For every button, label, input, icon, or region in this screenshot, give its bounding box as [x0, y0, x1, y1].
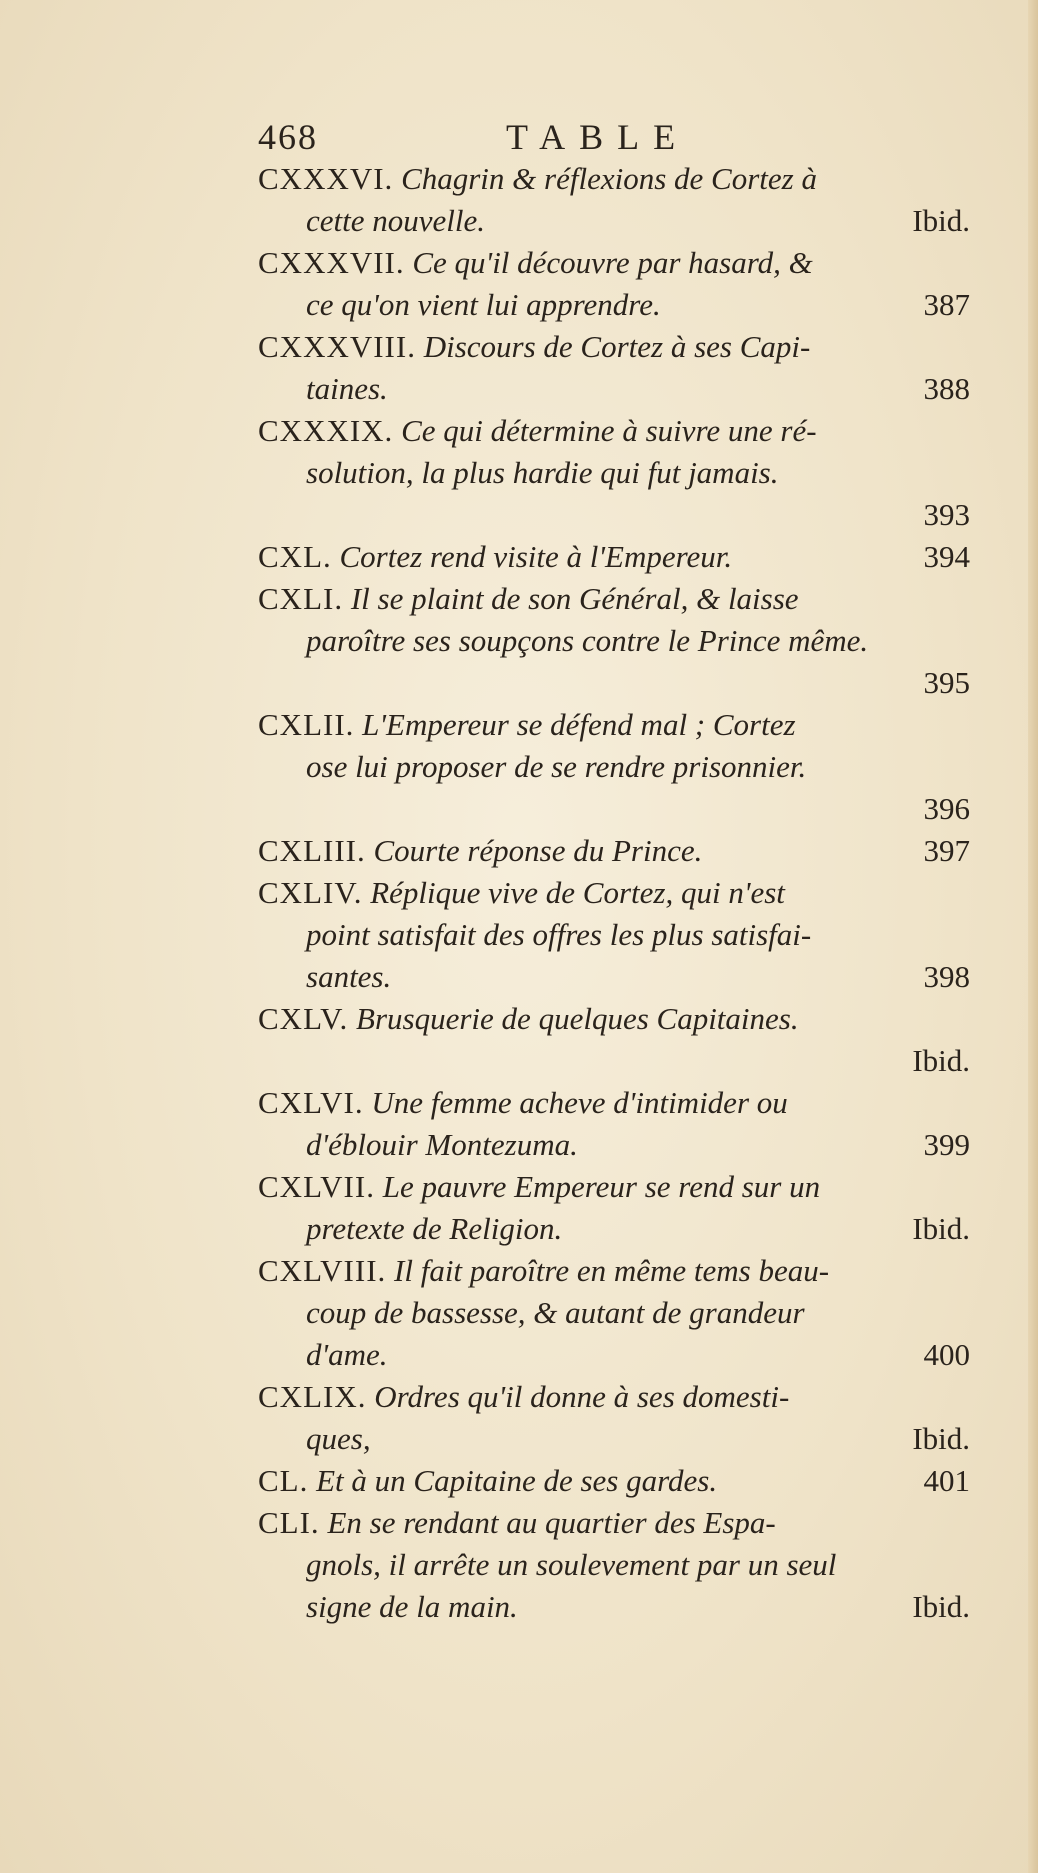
entry-title-text: ques,: [306, 1421, 371, 1456]
entry-title-text: Le pauvre Empereur se rend sur un: [382, 1169, 821, 1204]
toc-entry: [258, 1082, 978, 1166]
entry-title-text: Ce qui détermine à suivre une ré-: [401, 413, 817, 448]
entry-title-text: Une femme acheve d'intimider ou: [371, 1085, 788, 1120]
page-reference: 394: [923, 539, 970, 574]
toc-entry: [258, 242, 978, 326]
entry-title-text: Cortez rend visite à l'Empereur.: [339, 539, 733, 574]
entry-line: [258, 1040, 978, 1082]
page-reference: Ibid.: [912, 1421, 970, 1456]
entry-title-text: d'éblouir Montezuma.: [306, 1127, 578, 1162]
entry-line: [258, 1334, 978, 1376]
chapter-numeral: CXXXVII.: [258, 245, 405, 280]
entry-title-text: signe de la main.: [306, 1589, 518, 1624]
page-reference: 396: [923, 791, 970, 826]
entry-title-text: Ordres qu'il donne à ses domesti-: [374, 1379, 790, 1414]
entry-title-text: Réplique vive de Cortez, qui n'est: [370, 875, 785, 910]
toc-entry: [258, 830, 978, 872]
entry-line: [258, 1544, 978, 1586]
page-reference: Ibid.: [912, 1211, 970, 1246]
page-edge: [1028, 0, 1038, 1873]
entry-title-text: solution, la plus hardie qui fut jamais.: [306, 455, 779, 490]
page-reference: 397: [923, 833, 970, 868]
entry-line: [258, 242, 978, 284]
entry-line: [258, 578, 978, 620]
toc-entry: [258, 1502, 978, 1628]
entry-line: [258, 494, 978, 536]
chapter-numeral: CXXXIX.: [258, 413, 394, 448]
toc-entry: [258, 1166, 978, 1250]
chapter-numeral: CXLVIII.: [258, 1253, 387, 1288]
chapter-numeral: CXXXVIII.: [258, 329, 416, 364]
entry-title-text: paroître ses soupçons contre le Prince même.: [306, 623, 869, 658]
entry-line: [258, 746, 978, 788]
entry-title-text: Et à un Capitaine de ses gardes.: [316, 1463, 718, 1498]
entry-title-text: ose lui proposer de se rendre prisonnier.: [306, 749, 807, 784]
entry-line: [258, 704, 978, 746]
entry-line: [258, 1418, 978, 1460]
entry-line: [258, 1250, 978, 1292]
running-title: TABLE: [506, 117, 690, 157]
chapter-numeral: CXLII.: [258, 707, 355, 742]
entry-line: [258, 410, 978, 452]
entry-title-text: Il fait paroître en même tems beau-: [394, 1253, 830, 1288]
entry-line: [258, 914, 978, 956]
chapter-numeral: CXLV.: [258, 1001, 349, 1036]
entry-title-text: Courte réponse du Prince.: [373, 833, 703, 868]
entry-title-text: Brusquerie de quelques Capitaines.: [356, 1001, 799, 1036]
entry-title-text: Discours de Cortez à ses Capi-: [423, 329, 811, 364]
entry-line: [258, 1082, 978, 1124]
entry-title-text: Chagrin & réflexions de Cortez à: [401, 161, 817, 196]
toc-entry: [258, 536, 978, 578]
chapter-numeral: CXL.: [258, 539, 332, 574]
page-reference: 393: [923, 497, 970, 532]
toc-entry: [258, 872, 978, 998]
toc-entry: [258, 1250, 978, 1376]
page-reference: Ibid.: [912, 203, 970, 238]
entry-line: [258, 1460, 978, 1502]
page-reference: 401: [923, 1463, 970, 1498]
page-reference: 398: [923, 959, 970, 994]
entry-title-text: gnols, il arrête un soulevement par un seul: [306, 1547, 837, 1582]
entry-title-text: En se rendant au quartier des Espa-: [327, 1505, 776, 1540]
entry-line: [258, 956, 978, 998]
chapter-numeral: CXLVII.: [258, 1169, 375, 1204]
entry-line: [258, 1166, 978, 1208]
entry-line: [258, 452, 978, 494]
entry-title-text: pretexte de Religion.: [306, 1211, 563, 1246]
chapter-numeral: CXLIX.: [258, 1379, 367, 1414]
entry-title-text: Ce qu'il découvre par hasard, &: [412, 245, 813, 280]
entry-title-text: santes.: [306, 959, 392, 994]
toc-entry: [258, 158, 978, 242]
toc-entry: [258, 410, 978, 536]
entry-title-text: Il se plaint de son Général, & laisse: [350, 581, 799, 616]
page-reference: 400: [923, 1337, 970, 1372]
entry-title-text: point satisfait des offres les plus satisfai-: [306, 917, 812, 952]
chapter-numeral: CXLI.: [258, 581, 344, 616]
toc-entry: [258, 998, 978, 1082]
page-header: [258, 100, 978, 158]
entry-line: [258, 284, 978, 326]
chapter-numeral: CXXXVI.: [258, 161, 394, 196]
page-reference: 387: [923, 287, 970, 322]
entry-title-text: cette nouvelle.: [306, 203, 486, 238]
entry-list: [258, 158, 978, 1628]
toc-entry: [258, 704, 978, 830]
entry-line: [258, 1376, 978, 1418]
toc-entry: [258, 1376, 978, 1460]
entry-line: [258, 1124, 978, 1166]
page-reference: 399: [923, 1127, 970, 1162]
entry-title-text: ce qu'on vient lui apprendre.: [306, 287, 661, 322]
toc-entry: [258, 326, 978, 410]
entry-line: [258, 368, 978, 410]
entry-line: [258, 872, 978, 914]
page-reference: 395: [923, 665, 970, 700]
page-number: 468: [258, 117, 318, 157]
chapter-numeral: CL.: [258, 1463, 309, 1498]
entry-line: [258, 1208, 978, 1250]
entry-title-text: d'ame.: [306, 1337, 388, 1372]
page-reference: 388: [923, 371, 970, 406]
table-of-contents: [258, 100, 978, 1628]
chapter-numeral: CLI.: [258, 1505, 320, 1540]
entry-title-text: L'Empereur se défend mal ; Cortez: [362, 707, 796, 742]
toc-entry: [258, 1460, 978, 1502]
entry-title-text: taines.: [306, 371, 388, 406]
chapter-numeral: CXLVI.: [258, 1085, 364, 1120]
entry-line: [258, 998, 978, 1040]
chapter-numeral: CXLIII.: [258, 833, 366, 868]
entry-line: [258, 620, 978, 662]
chapter-numeral: CXLIV.: [258, 875, 363, 910]
page-reference: Ibid.: [912, 1043, 970, 1078]
toc-entry: [258, 578, 978, 704]
entry-line: [258, 788, 978, 830]
entry-line: [258, 158, 978, 200]
entry-line: [258, 1586, 978, 1628]
page-reference: Ibid.: [912, 1589, 970, 1624]
entry-line: [258, 830, 978, 872]
entry-line: [258, 1292, 978, 1334]
entry-line: [258, 326, 978, 368]
entry-line: [258, 1502, 978, 1544]
entry-line: [258, 536, 978, 578]
entry-line: [258, 662, 978, 704]
entry-title-text: coup de bassesse, & autant de grandeur: [306, 1295, 805, 1330]
entry-line: [258, 200, 978, 242]
